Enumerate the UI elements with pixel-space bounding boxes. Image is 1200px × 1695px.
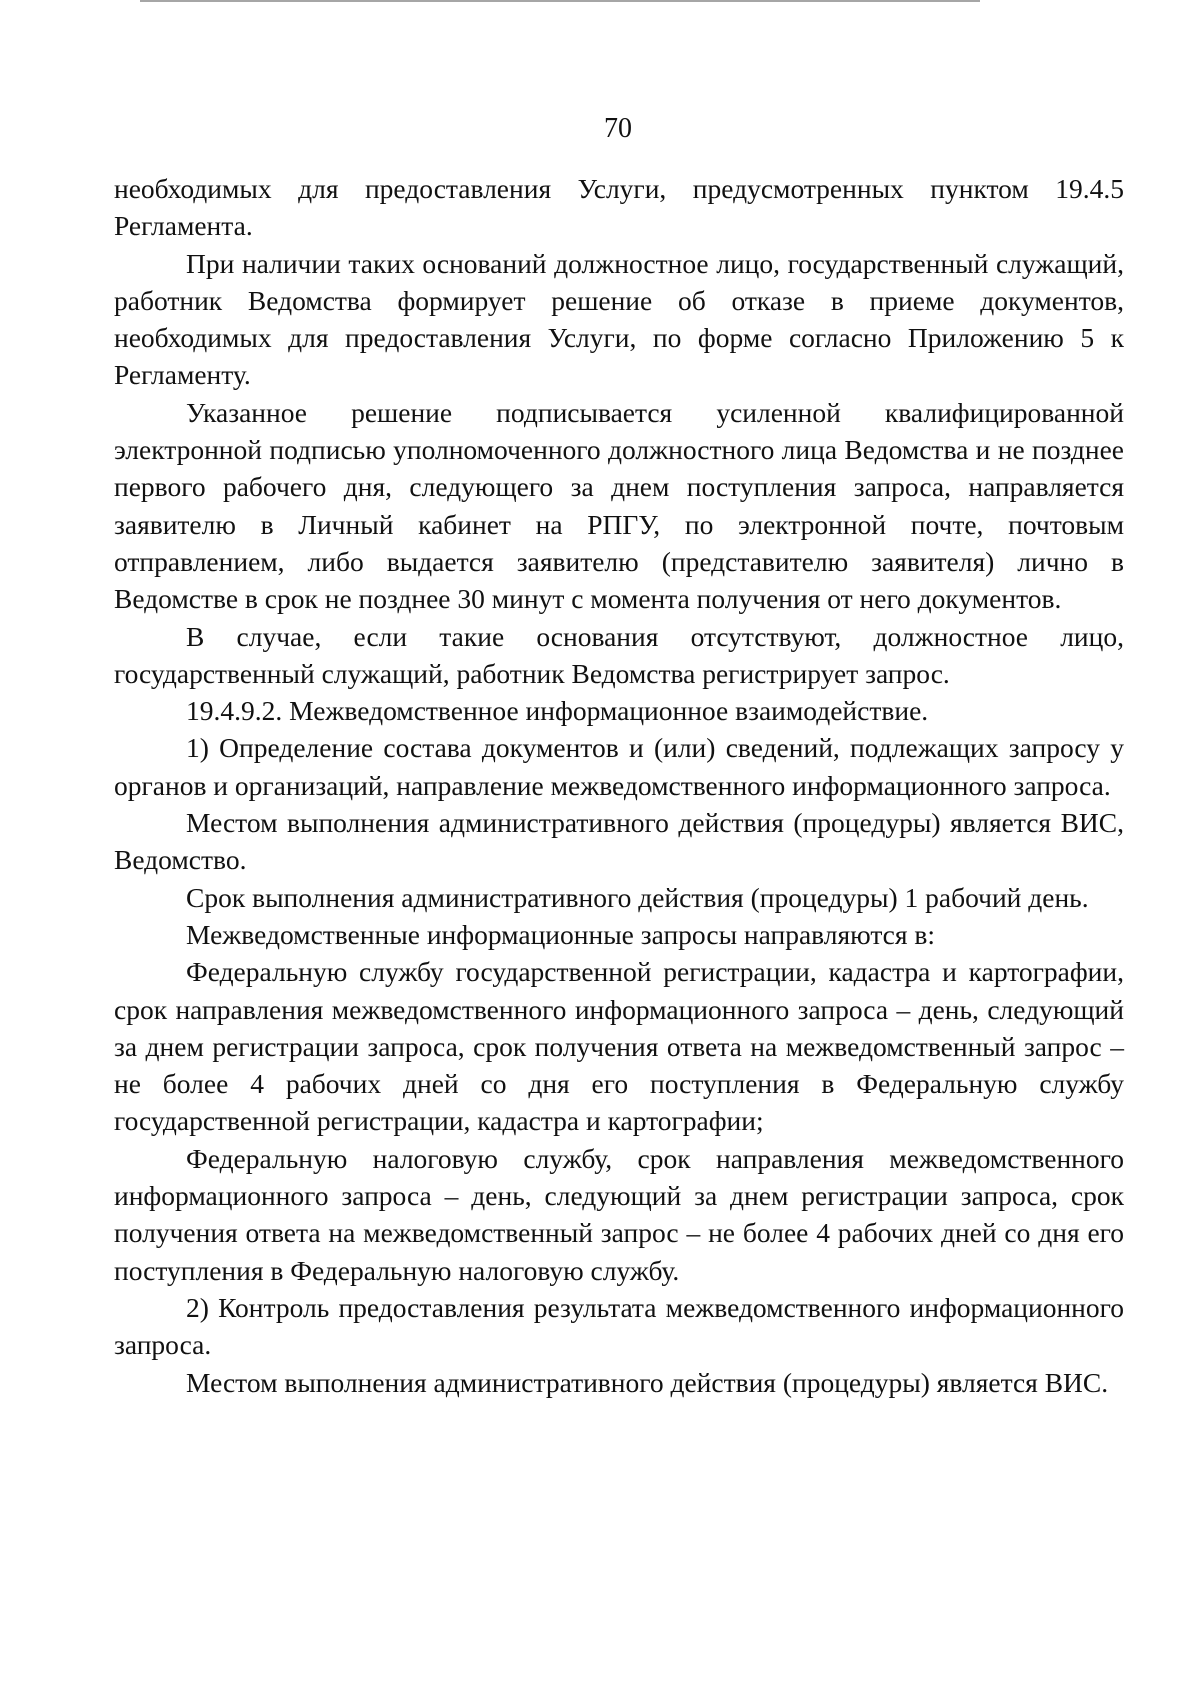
paragraph: При наличии таких оснований должностное лицо, государственный служащий, работник Ведомства формирует решение об отказе в приеме документов, необходимых для предоставления Услуги, по форме согласно Приложению 5 к Регламенту. bbox=[114, 247, 1124, 391]
paragraph: 1) Определение состава документов и (или) сведений, подлежащих запросу у органов и организаций, направление межведомственного информационного запроса. bbox=[114, 732, 1124, 801]
paragraph: Местом выполнения административного действия (процедуры) является ВИС, Ведомство. bbox=[114, 807, 1124, 876]
page-number: 70 bbox=[604, 113, 632, 144]
section-heading: 19.4.9.2. Межведомственное информационное взаимодействие. bbox=[186, 695, 929, 727]
paragraph: 2) Контроль предоставления результата межведомственного информационного запроса. bbox=[114, 1291, 1124, 1361]
paragraph: В случае, если такие основания отсутствуют, должностное лицо, государственный служащий, работник Ведомства регистрирует запрос. bbox=[114, 620, 1124, 689]
document-body bbox=[114, 170, 1124, 1401]
paragraph: Межведомственные информационные запросы направляются в: bbox=[186, 918, 936, 950]
paragraph: Федеральную налоговую службу, срок направления межведомственного информационного запроса – день, следующий за днем регистрации запроса, срок получения ответа на межведомственный запрос – не более 4 рабочих дней со дня его поступления в Федеральную налоговую службу. bbox=[114, 1142, 1124, 1286]
paragraph: необходимых для предоставления Услуги, предусмотренных пунктом 19.4.5 Регламента. bbox=[114, 173, 1124, 242]
paragraph: Федеральную службу государственной регистрации, кадастра и картографии, срок направления межведомственного информационного запроса – день, следующий за днем регистрации запроса, срок получения ответа на межведомственный запрос – не более 4 рабочих дней со дня его поступления в Федеральную службу государственной регистрации, кадастра и картографии; bbox=[114, 956, 1124, 1137]
scan-top-edge bbox=[140, 0, 980, 2]
paragraph: Срок выполнения административного действия (процедуры) 1 рабочий день. bbox=[186, 881, 1089, 913]
paragraph: Местом выполнения административного действия (процедуры) является ВИС. bbox=[186, 1366, 1109, 1398]
paragraph: Указанное решение подписывается усиленной квалифицированной электронной подписью уполномоченного должностного лица Ведомства и не позднее первого рабочего дня, следующего за днем поступления запроса, направляется заявителю в Личный кабинет на РПГУ, по электронной почте, почтовым отправлением, либо выдается заявителю (представителю заявителя) лично в Ведомстве в срок не позднее 30 минут с момента получения от него документов. bbox=[114, 396, 1124, 615]
